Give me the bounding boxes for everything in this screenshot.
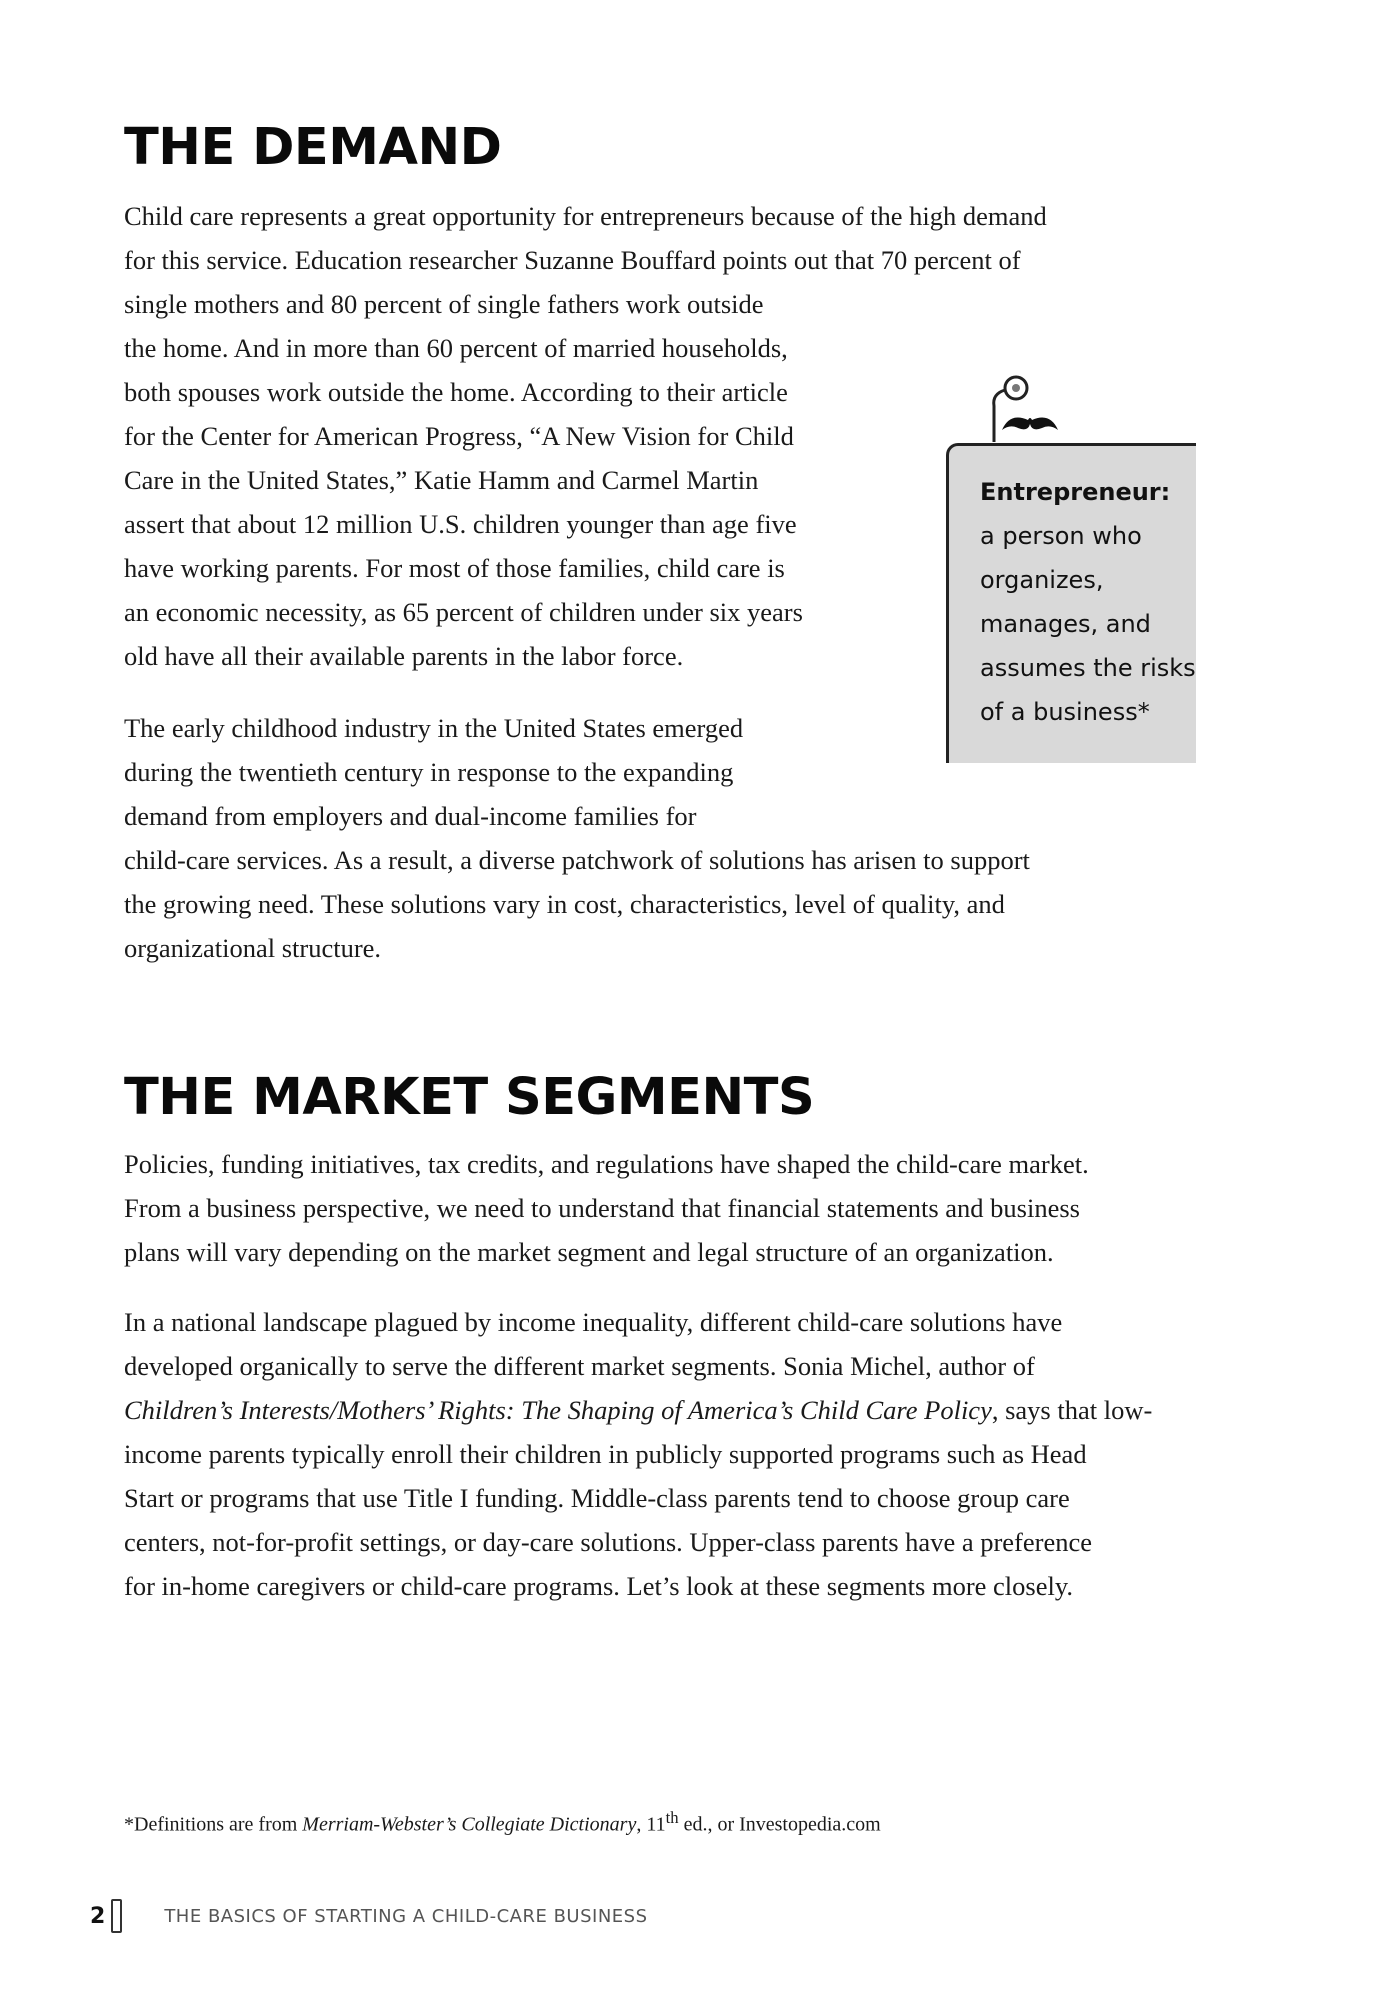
text-line: an economic necessity, as 65 percent of children under six years	[124, 597, 803, 627]
monocle-mustache-icon	[980, 372, 1080, 442]
paragraph-demand-1	[124, 194, 1047, 678]
section-heading-demand: THE DEMAND	[124, 118, 502, 177]
text-line: demand from employers and dual-income families for	[124, 801, 697, 831]
text-line: child-care services. As a result, a diverse patchwork of solutions has arisen to support	[124, 845, 1030, 875]
text-line: old have all their available parents in the labor force.	[124, 641, 684, 671]
footnote-suffix: ed., or Investopedia.com	[678, 1813, 881, 1836]
page-footer	[90, 1898, 648, 1934]
text-line: have working parents. For most of those families, child care is	[124, 553, 785, 583]
definition-line: manages, and	[980, 610, 1151, 638]
definition-line: a person who	[980, 522, 1142, 550]
text-line: Start or programs that use Title I funding. Middle-class parents tend to choose group care	[124, 1483, 1070, 1513]
text-line: both spouses work outside the home. According to their article	[124, 377, 788, 407]
text-line: single mothers and 80 percent of single fathers work outside	[124, 289, 764, 319]
running-title: THE BASICS OF STARTING A CHILD-CARE BUSINESS	[164, 1905, 648, 1927]
text-line: for the Center for American Progress, “A New Vision for Child	[124, 421, 794, 451]
text-line: during the twentieth century in response to the expanding	[124, 757, 734, 787]
definition-term: Entrepreneur:	[980, 478, 1171, 506]
text-line: centers, not-for-profit settings, or day-care solutions. Upper-class parents have a preference	[124, 1527, 1093, 1557]
text-line: In a national landscape plagued by income inequality, different child-care solutions have	[124, 1307, 1063, 1337]
paragraph-segments-1	[124, 1142, 1089, 1274]
footnote-source: Merriam-Webster’s Collegiate Dictionary	[302, 1813, 637, 1836]
text-line: Policies, funding initiatives, tax credits, and regulations have shaped the child-care market.	[124, 1149, 1089, 1179]
text-line: income parents typically enroll their children in publicly supported programs such as Head	[124, 1439, 1087, 1469]
footnote-middle: , 11	[636, 1813, 666, 1836]
text-line: plans will vary depending on the market segment and legal structure of an organization.	[124, 1237, 1054, 1267]
text-line: Care in the United States,” Katie Hamm and Carmel Martin	[124, 465, 759, 495]
text-line: the growing need. These solutions vary in cost, characteristics, level of quality, and	[124, 889, 1005, 919]
definition-line: assumes the risks	[980, 654, 1196, 682]
definition-line: of a business*	[980, 698, 1150, 726]
footnote-prefix: *Definitions are from	[124, 1813, 303, 1836]
text-fragment: , says that low-	[991, 1395, 1153, 1425]
paragraph-demand-2	[124, 706, 1030, 970]
text-line: for in-home caregivers or child-care programs. Let’s look at these segments more closely.	[124, 1571, 1074, 1601]
paragraph-segments-2	[124, 1300, 1152, 1608]
section-heading-market-segments: THE MARKET SEGMENTS	[124, 1068, 815, 1127]
text-line: assert that about 12 million U.S. children younger than age five	[124, 509, 797, 539]
text-line: the home. And in more than 60 percent of married households,	[124, 333, 788, 363]
text-line: developed organically to serve the different market segments. Sonia Michel, author of	[124, 1351, 1035, 1381]
footnote-superscript: th	[665, 1808, 679, 1827]
definition-line: organizes,	[980, 566, 1104, 594]
text-line: The early childhood industry in the United States emerged	[124, 713, 744, 743]
book-title: Children’s Interests/Mothers’ Rights: The Shaping of America’s Child Care Policy	[124, 1395, 992, 1425]
footnote	[124, 1808, 881, 1837]
text-line: for this service. Education researcher Suzanne Bouffard points out that 70 percent of	[124, 245, 1021, 275]
text-line	[124, 1388, 1152, 1432]
text-line: From a business perspective, we need to understand that financial statements and business	[124, 1193, 1080, 1223]
page-number: 2	[90, 1903, 106, 1929]
text-line: Child care represents a great opportunity for entrepreneurs because of the high demand	[124, 201, 1047, 231]
page-marker-icon	[111, 1899, 122, 1933]
text-line: organizational structure.	[124, 933, 382, 963]
definition-callout	[980, 470, 1196, 734]
